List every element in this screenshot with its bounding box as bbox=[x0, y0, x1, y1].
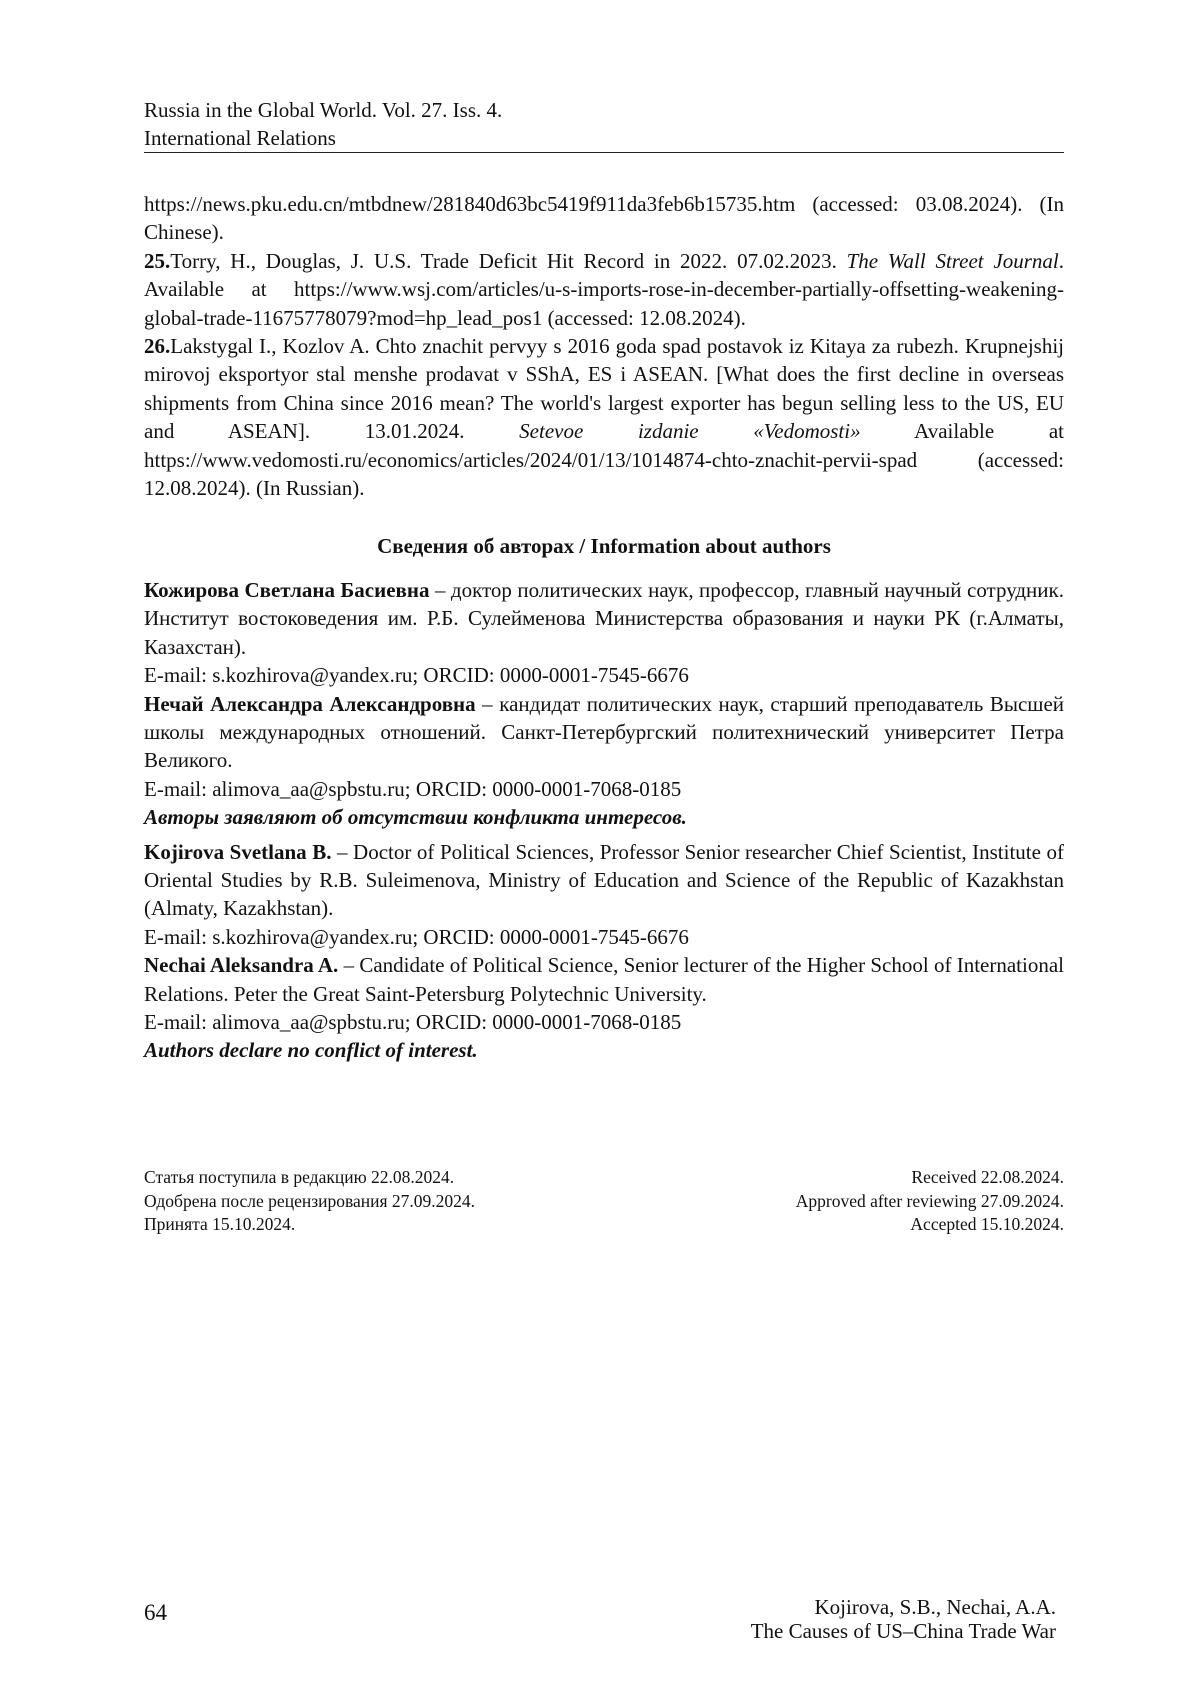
journal-title: Russia in the Global World. Vol. 27. Iss. 4. bbox=[144, 98, 503, 122]
reference-25 bbox=[144, 247, 1064, 332]
date-accepted-ru: Принята 15.10.2024. bbox=[144, 1214, 296, 1234]
author-contact: E-mail: alimova_aa@spbstu.ru; ORCID: 0000-0001-7068-0185 bbox=[144, 1009, 682, 1034]
reference-text: Available at https://www.vedomosti.ru/economics/articles/2024/01/13/1014874-chto-znachit-pervii-spad (accessed: 12.08.2024). (In Russian). bbox=[144, 419, 1065, 501]
reference-number: 26. bbox=[144, 334, 171, 359]
author-name: Нечай Александра Александровна bbox=[144, 691, 476, 716]
author-contact: E-mail: s.kozhirova@yandex.ru; ORCID: 0000-0001-7545-6676 bbox=[144, 924, 689, 949]
author-name: Kojirova Svetlana B. bbox=[144, 839, 332, 864]
reference-text: Torry, H., Douglas, J. U.S. Trade Deficit Hit Record in 2022. 07.02.2023. bbox=[170, 248, 837, 273]
conflict-declaration-ru: Авторы заявляют об отсутствии конфликта интересов. bbox=[144, 805, 687, 830]
reference-source: Setevoe izdanie «Vedomosti» bbox=[519, 419, 861, 444]
date-accepted-en: Accepted 15.10.2024. bbox=[910, 1214, 1064, 1234]
author-en-2 bbox=[144, 951, 1064, 1008]
article-dates bbox=[144, 1166, 1064, 1237]
author-name: Nechai Aleksandra A. bbox=[144, 953, 339, 978]
date-approved-ru: Одобрена после рецензирования 27.09.2024. bbox=[144, 1190, 476, 1211]
date-received-ru: Статья поступила в редакцию 22.08.2024. bbox=[144, 1167, 455, 1187]
author-description: – доктор политических наук, профессор, главный научный сотрудник. Институт востоковедения им. Р.Б. Сулейменова Министерства образования и науки РК (г.Алматы, Казахстан). bbox=[144, 577, 1064, 659]
dates-ru bbox=[144, 1166, 475, 1237]
conflict-declaration-en: Authors declare no conflict of interest. bbox=[144, 1038, 478, 1063]
author-contact: E-mail: alimova_aa@spbstu.ru; ORCID: 0000-0001-7068-0185 bbox=[144, 776, 682, 801]
author-description: – кандидат политических наук, старший преподаватель Высшей школы международных отношений. Санкт-Петербургский политехнический университет Петра Великого. bbox=[144, 691, 1065, 773]
authors-section-title: Сведения об авторах / Information about authors bbox=[377, 534, 831, 559]
date-approved-en: Approved after reviewing 27.09.2024. bbox=[795, 1190, 1064, 1211]
author-description: – Doctor of Political Sciences, Professor Senior researcher Chief Scientist, Institute of Oriental Studies by R.B. Suleimenova, Ministry of Education and Science of the Republic of Kazakhstan (Almaty, Kazakhstan). bbox=[144, 839, 1064, 921]
author-ru-1 bbox=[144, 576, 1064, 661]
footer-authors: Kojirova, S.B., Nechai, A.A. bbox=[814, 1595, 1056, 1619]
journal-section: International Relations bbox=[144, 126, 336, 150]
reference-number: 25. bbox=[144, 248, 171, 273]
author-contact: E-mail: s.kozhirova@yandex.ru; ORCID: 0000-0001-7545-6676 bbox=[144, 663, 689, 688]
reference-26 bbox=[144, 332, 1064, 502]
author-description: – Candidate of Political Science, Senior lecturer of the Higher School of International Relations. Peter the Great Saint-Petersburg Polytechnic University. bbox=[144, 953, 1064, 1006]
footer-title: The Causes of US–China Trade War bbox=[750, 1619, 1056, 1643]
authors-en bbox=[144, 838, 1064, 1065]
reference-text: Lakstygal I., Kozlov A. Chto znachit pervyy s 2016 goda spad postavok iz Kitaya za rubezh. Krupnejshij mirovoj eksportyor stal menshe prodavat v SShA, ES i ASEAN. [What does the first decline in overseas shipments from China since 2016 mean? The world's largest exporter has begun selling less to the US, EU and ASEAN]. 13.01.2024. bbox=[144, 334, 1064, 444]
reference-continuation: https://news.pku.edu.cn/mtbdnew/281840d63bc5419f911da3feb6b15735.htm (accessed: 03.08.2024). (In Chinese). bbox=[144, 192, 1064, 245]
date-received-en: Received 22.08.2024. bbox=[911, 1167, 1064, 1187]
header-divider bbox=[144, 152, 1064, 153]
author-en-1 bbox=[144, 838, 1064, 923]
reference-text: . Available at https://www.wsj.com/articles/u-s-imports-rose-in-december-partially-offsetting-weakening-global-trade-11675778079?mod=hp_lead_pos1 (accessed: 12.08.2024). bbox=[144, 248, 1065, 330]
running-header bbox=[144, 96, 1064, 152]
footer-citation bbox=[751, 1595, 1056, 1643]
reference-source: The Wall Street Journal bbox=[846, 248, 1059, 273]
author-ru-2 bbox=[144, 690, 1064, 775]
page-number: 64 bbox=[144, 1600, 167, 1625]
author-name: Кожирова Светлана Басиевна bbox=[144, 577, 430, 602]
page-body bbox=[144, 190, 1064, 1065]
dates-en bbox=[796, 1166, 1064, 1237]
